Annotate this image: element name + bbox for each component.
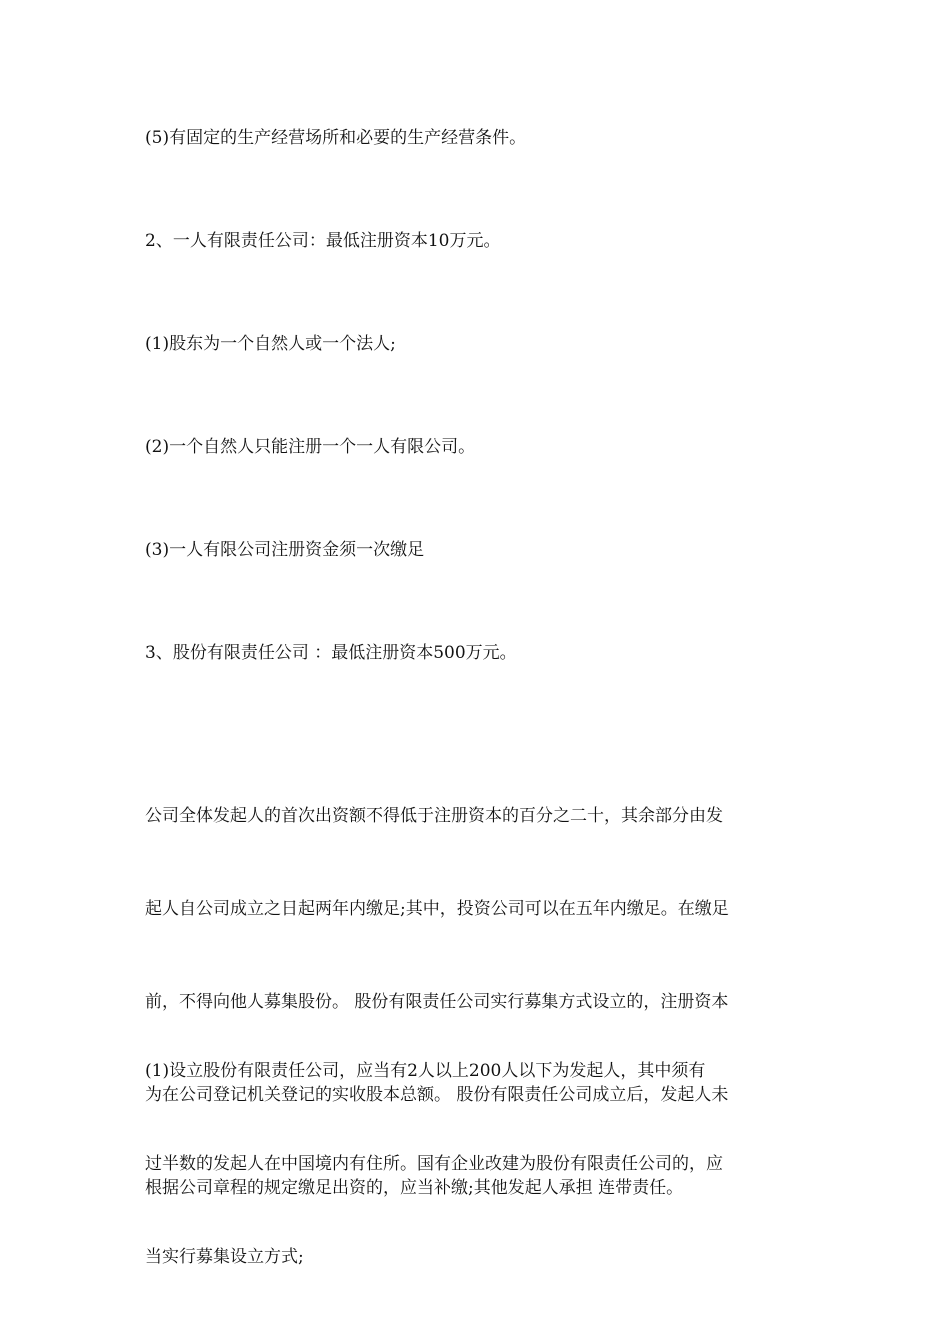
paragraph-1-line: 起人自公司成立之日起两年内缴足;其中，投资公司可以在五年内缴足。在缴足	[145, 899, 729, 919]
section-3-item-1-line: (1)设立股份有限责任公司，应当有2人以上200人以下为发起人，其中须有	[145, 1061, 706, 1081]
section-3-item-1-line: 当实行募集设立方式;	[145, 1247, 304, 1267]
item-5-text: (5)有固定的生产经营场所和必要的生产经营条件。	[145, 128, 527, 148]
section-2-heading: 2、一人有限责任公司：最低注册资本10万元。	[145, 231, 501, 251]
section-3-heading: 3、股份有限责任公司 ：最低注册资本500万元。	[145, 643, 517, 663]
section-2-item-2: (2)一个自然人只能注册一个一人有限公司。	[145, 437, 476, 457]
section-2-item-3: (3)一人有限公司注册资金须一次缴足	[145, 540, 425, 560]
paragraph-1-line: 前，不得向他人募集股份。 股份有限责任公司实行募集方式设立的，注册资本	[145, 992, 729, 1012]
section-3-item-1	[145, 994, 810, 1335]
section-2-item-1: (1)股东为一个自然人或一个法人;	[145, 334, 396, 354]
paragraph-1-line: 公司全体发起人的首次出资额不得低于注册资本的百分之二十，其余部分由发	[145, 806, 723, 826]
section-3-item-1-line: 过半数的发起人在中国境内有住所。国有企业改建为股份有限责任公司的，应	[145, 1154, 723, 1174]
paragraph-1-line: 为在公司登记机关登记的实收股本总额。 股份有限责任公司成立后，发起人未	[145, 1085, 729, 1105]
paragraph-1-line: 根据公司章程的规定缴足出资的，应当补缴;其他发起人承担 连带责任。	[145, 1178, 684, 1198]
